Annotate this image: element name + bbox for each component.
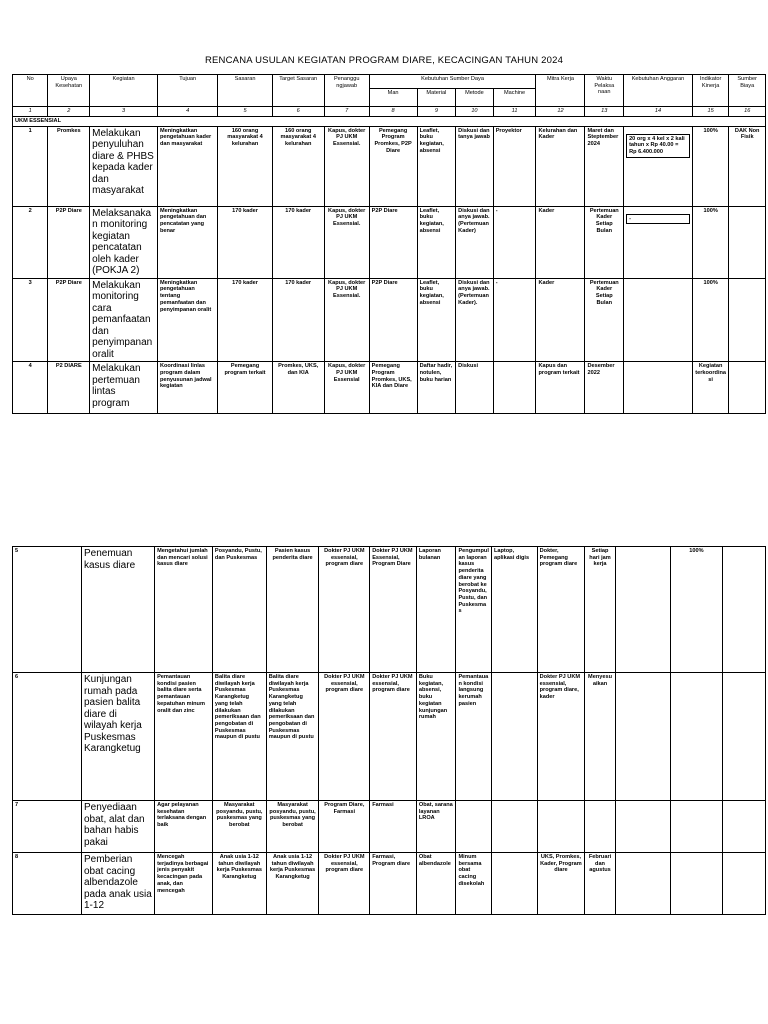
cell-pj: Dokter PJ UKM essensial, program diare bbox=[319, 547, 370, 673]
cell-metode: Diskusi bbox=[456, 362, 494, 414]
anggaran-box: - bbox=[626, 214, 690, 225]
cell-mitra: UKS, Promkes, Kader, Program diare bbox=[537, 853, 585, 915]
cell-tujuan: Meningkatkan pengetahuan dan pencatatan yang benar bbox=[157, 206, 217, 278]
cell-waktu: Februari dan agustus bbox=[585, 853, 615, 915]
header-tujuan: Tujuan bbox=[157, 75, 217, 107]
col-number: 2 bbox=[48, 107, 90, 117]
document-title: RENCANA USULAN KEGIATAN PROGRAM DIARE, KECACINGAN TAHUN 2024 bbox=[204, 55, 564, 66]
col-number: 10 bbox=[456, 107, 494, 117]
col-number: 13 bbox=[585, 107, 624, 117]
cell-sasaran: Balita diare diwilayah kerja Puskesmas Karangketug yang telah dilakukan pemeriksaan dan pengobatan di Puskesmas maupun di pustu bbox=[212, 673, 266, 801]
table-row bbox=[13, 206, 766, 278]
header-anggaran: Kebutuhan Anggaran bbox=[624, 75, 693, 107]
cell-machine: Laptop, aplikasi digis bbox=[491, 547, 537, 673]
col-number: 1 bbox=[13, 107, 48, 117]
cell-kegiatan: Kunjungan rumah pada pasien balita diare di wilayah kerja Puskesmas Karangketug bbox=[82, 673, 155, 801]
cell-kegiatan: Melakukan monitoring cara pemanfaatan dan penyimpanan oralit bbox=[90, 278, 158, 362]
cell-kegiatan: Melakukan penyuluhan diare & PHBS kepada kader dan masyarakat bbox=[90, 126, 158, 206]
col-number: 4 bbox=[157, 107, 217, 117]
cell-waktu: Maret dan Steptember 2024 bbox=[585, 126, 624, 206]
header-mitra: Mitra Kerja bbox=[536, 75, 585, 107]
cell-material: Leaflet, buku kegiatan, absensi bbox=[417, 206, 456, 278]
table-row bbox=[13, 801, 766, 853]
cell-machine bbox=[493, 362, 536, 414]
col-number: 16 bbox=[729, 107, 766, 117]
col-number: 8 bbox=[369, 107, 417, 117]
cell-tujuan: Pemantauan kondisi pasien balita diare serta pemantauan kepatuhan minum oralit dan zinc bbox=[155, 673, 213, 801]
cell-tujuan: Mencegah terjadinya berbagai jenis penyakit kecacingan pada anak, dan mencegah bbox=[155, 853, 213, 915]
cell-no: 5 bbox=[13, 547, 82, 673]
cell-target: 160 orang masyarakat 4 kelurahan bbox=[272, 126, 324, 206]
cell-tujuan: Mengetahui jumlah dan mencari solusi kasus diare bbox=[155, 547, 213, 673]
cell-waktu: Pertemuan Kader Setiap Bulan bbox=[585, 206, 624, 278]
cell-man: P2P Diare bbox=[369, 206, 417, 278]
cell-waktu bbox=[585, 801, 615, 853]
cell-pj: Kapus, dokter PJ UKM Essensial. bbox=[324, 206, 369, 278]
header-indikator: Indikator Kinerja bbox=[692, 75, 729, 107]
cell-sasaran: Masyarakat posyandu, pustu, puskesmas yang berobat bbox=[212, 801, 266, 853]
header-material: Material bbox=[417, 89, 456, 107]
cell-material: Laporan bulanan bbox=[416, 547, 456, 673]
cell-material: Leaflet, buku kegiatan, absensi bbox=[417, 278, 456, 362]
cell-indikator bbox=[670, 853, 723, 915]
col-number: 3 bbox=[90, 107, 158, 117]
cell-machine bbox=[491, 673, 537, 801]
col-number: 14 bbox=[624, 107, 693, 117]
section-label: UKM ESSENSIAL bbox=[13, 117, 766, 127]
cell-anggaran bbox=[615, 853, 670, 915]
cell-indikator: 100% bbox=[670, 547, 723, 673]
header-kegiatan: Kegiatan bbox=[90, 75, 158, 107]
cell-target: Pasien kasus penderita diare bbox=[266, 547, 319, 673]
cell-tujuan: Meningkatkan pengetahuan tentang pemanfaatan dan penyimpanan oralit bbox=[157, 278, 217, 362]
cell-material: Daftar hadir, notulen, buku harian bbox=[417, 362, 456, 414]
cell-metode: Pemantauan kondisi langsung kerumah pasien bbox=[456, 673, 492, 801]
cell-metode: Minum bersama obat cacing disekolah bbox=[456, 853, 492, 915]
cell-anggaran bbox=[624, 206, 693, 278]
header-no: No bbox=[13, 75, 48, 107]
cell-sumber-biaya bbox=[729, 278, 766, 362]
header-upaya: Upaya Kesehatan bbox=[48, 75, 90, 107]
cell-metode: Diskusi dan tanya jawab bbox=[456, 126, 494, 206]
col-number: 9 bbox=[417, 107, 456, 117]
col-number: 11 bbox=[493, 107, 536, 117]
table-row bbox=[13, 126, 766, 206]
cell-mitra: Kapus dan program terkait bbox=[536, 362, 585, 414]
cell-sumber-biaya: DAK Non Fisik bbox=[729, 126, 766, 206]
cell-sumber-biaya bbox=[723, 547, 766, 673]
cell-target: 170 kader bbox=[272, 278, 324, 362]
header-man: Man bbox=[369, 89, 417, 107]
cell-mitra: Kelurahan dan Kader bbox=[536, 126, 585, 206]
cell-waktu: Menyesuaikan bbox=[585, 673, 615, 801]
cell-machine: Proyektor bbox=[493, 126, 536, 206]
cell-no: 1 bbox=[13, 126, 48, 206]
col-number: 5 bbox=[218, 107, 272, 117]
cell-kegiatan: Penemuan kasus diare bbox=[82, 547, 155, 673]
plan-table-page1 bbox=[12, 74, 766, 414]
cell-target: 170 kader bbox=[272, 206, 324, 278]
cell-indikator bbox=[670, 801, 723, 853]
cell-man: Dokter PJ UKM essensial, program diare bbox=[370, 673, 417, 801]
anggaran-box: 20 org x 4 kel x 2 kali tahun x Rp 40.00 = Rp 6.400.000 bbox=[626, 134, 690, 158]
cell-mitra bbox=[537, 801, 585, 853]
cell-indikator bbox=[670, 673, 723, 801]
cell-no: 8 bbox=[13, 853, 82, 915]
col-number: 7 bbox=[324, 107, 369, 117]
header-pj: Penanggu ngjawab bbox=[324, 75, 369, 107]
cell-no: 6 bbox=[13, 673, 82, 801]
cell-anggaran bbox=[624, 362, 693, 414]
cell-upaya: P2P Diare bbox=[48, 206, 90, 278]
cell-waktu: Desember 2022 bbox=[585, 362, 624, 414]
cell-indikator: 100% bbox=[692, 126, 729, 206]
cell-material: Obat albendazole bbox=[416, 853, 456, 915]
cell-upaya: Promkes bbox=[48, 126, 90, 206]
cell-sumber-biaya bbox=[723, 673, 766, 801]
plan-table-page2 bbox=[12, 546, 766, 915]
cell-mitra: Dokter PJ UKM essensial, program diare, kader bbox=[537, 673, 585, 801]
header-sasaran: Sasaran bbox=[218, 75, 272, 107]
header-machine: Machine bbox=[493, 89, 536, 107]
cell-pj: Kapus, dokter PJ UKM Essensial bbox=[324, 362, 369, 414]
cell-machine: - bbox=[493, 206, 536, 278]
cell-indikator: 100% bbox=[692, 206, 729, 278]
cell-mitra: Dokter, Pemegang program diare bbox=[537, 547, 585, 673]
header-sumber-biaya: Sumber Biaya bbox=[729, 75, 766, 107]
cell-sumber-biaya bbox=[729, 362, 766, 414]
cell-kegiatan: Penyediaan obat, alat dan bahan habis pakai bbox=[82, 801, 155, 853]
table-row bbox=[13, 362, 766, 414]
cell-machine: - bbox=[493, 278, 536, 362]
table-row bbox=[13, 853, 766, 915]
cell-tujuan: Koordinasi linlas program dalam penyusunan jadwal kegiatan bbox=[157, 362, 217, 414]
cell-pj: Kapus, dokter PJ UKM Essensial. bbox=[324, 278, 369, 362]
cell-target: Anak usia 1-12 tahun diwilayah kerja Puskesmas Karangketug bbox=[266, 853, 319, 915]
cell-metode: Diskusi dan anya jawab. (Pertemuan Kader) bbox=[456, 206, 494, 278]
cell-sumber-biaya bbox=[723, 853, 766, 915]
cell-sumber-biaya bbox=[729, 206, 766, 278]
cell-sasaran: Anak usia 1-12 tahun diwilayah kerja Puskesmas Karangketug bbox=[212, 853, 266, 915]
cell-sumber-biaya bbox=[723, 801, 766, 853]
cell-upaya: P2 DIARE bbox=[48, 362, 90, 414]
header-sumber-daya: Kebutuhan Sumber Daya bbox=[369, 75, 536, 89]
cell-metode: Diskusi dan anya jawab. (Pertemuan Kader). bbox=[456, 278, 494, 362]
cell-sasaran: 160 orang masyarakat 4 kelurahan bbox=[218, 126, 272, 206]
cell-pj: Kapus, dokter PJ UKM Essensial. bbox=[324, 126, 369, 206]
col-number: 12 bbox=[536, 107, 585, 117]
cell-man: Pemegang Program Promkes, UKS, KIA dan Diare bbox=[369, 362, 417, 414]
cell-no: 2 bbox=[13, 206, 48, 278]
cell-man: Farmasi bbox=[370, 801, 417, 853]
cell-mitra: Kader bbox=[536, 206, 585, 278]
cell-mitra: Kader bbox=[536, 278, 585, 362]
cell-target: Masyarakat posyandu, pustu, puskesmas yang berobat bbox=[266, 801, 319, 853]
col-number: 15 bbox=[692, 107, 729, 117]
cell-upaya: P2P Diare bbox=[48, 278, 90, 362]
cell-sasaran: 170 kader bbox=[218, 278, 272, 362]
cell-no: 4 bbox=[13, 362, 48, 414]
cell-man: Dokter PJ UKM Essensial, Program Diare bbox=[370, 547, 417, 673]
header-waktu: Waktu Pelaksa naan bbox=[585, 75, 624, 107]
cell-anggaran bbox=[615, 673, 670, 801]
cell-anggaran bbox=[615, 801, 670, 853]
cell-sasaran: Pemegang program terkait bbox=[218, 362, 272, 414]
cell-machine bbox=[491, 853, 537, 915]
cell-waktu: Pertemuan Kader Setiap Bulan bbox=[585, 278, 624, 362]
cell-indikator: Kegiatan terkoordinasi bbox=[692, 362, 729, 414]
cell-anggaran bbox=[615, 547, 670, 673]
cell-man: Pemegang Program Promkes, P2P Diare bbox=[369, 126, 417, 206]
cell-kegiatan: Melakukan pertemuan lintas program bbox=[90, 362, 158, 414]
cell-tujuan: Agar pelayanan kesehatan terlaksana dengan baik bbox=[155, 801, 213, 853]
cell-man: P2P Diare bbox=[369, 278, 417, 362]
cell-kegiatan: Pemberian obat cacing albendazole pada anak usia 1-12 bbox=[82, 853, 155, 915]
cell-metode: Pengumpulan laporan kasus penderita diare yang berobat ke Posyandu, Pustu, dan Puskesmas bbox=[456, 547, 492, 673]
cell-anggaran bbox=[624, 278, 693, 362]
cell-sasaran: 170 kader bbox=[218, 206, 272, 278]
cell-machine bbox=[491, 801, 537, 853]
cell-target: Balita diare diwilayah kerja Puskesmas Karangketug yang telah dilakukan pemeriksaan dan pengobatan di Puskesmas maupun di pustu bbox=[266, 673, 319, 801]
table-row bbox=[13, 547, 766, 673]
cell-target: Promkes, UKS, dan KIA bbox=[272, 362, 324, 414]
cell-sasaran: Posyandu, Pustu, dan Puskesmas bbox=[212, 547, 266, 673]
cell-no: 7 bbox=[13, 801, 82, 853]
header-target: Target Sasaran bbox=[272, 75, 324, 107]
cell-kegiatan: Melaksanakan monitoring kegiatan pencatatan oleh kader (POKJA 2) bbox=[90, 206, 158, 278]
cell-pj: Program Diare, Farmasi bbox=[319, 801, 370, 853]
cell-man: Farmasi, Program diare bbox=[370, 853, 417, 915]
cell-material: Obat, sarana layanan LROA bbox=[416, 801, 456, 853]
cell-indikator: 100% bbox=[692, 278, 729, 362]
cell-material: Buku kegiatan, absensi, buku kegiatan kunjungan rumah bbox=[416, 673, 456, 801]
cell-tujuan: Meningkatkan pengetahuan kader dan masyarakat bbox=[157, 126, 217, 206]
table-row bbox=[13, 278, 766, 362]
cell-material: Leaflet, buku kegiatan, absensi bbox=[417, 126, 456, 206]
cell-metode bbox=[456, 801, 492, 853]
cell-pj: Dokter PJ UKM essensial, program diare bbox=[319, 853, 370, 915]
cell-no: 3 bbox=[13, 278, 48, 362]
cell-anggaran bbox=[624, 126, 693, 206]
header-metode: Metode bbox=[456, 89, 494, 107]
column-number-row bbox=[13, 107, 766, 117]
table-row bbox=[13, 673, 766, 801]
cell-waktu: Setiap hari jam kerja bbox=[585, 547, 615, 673]
cell-pj: Dokter PJ UKM essensial, program diare bbox=[319, 673, 370, 801]
col-number: 6 bbox=[272, 107, 324, 117]
